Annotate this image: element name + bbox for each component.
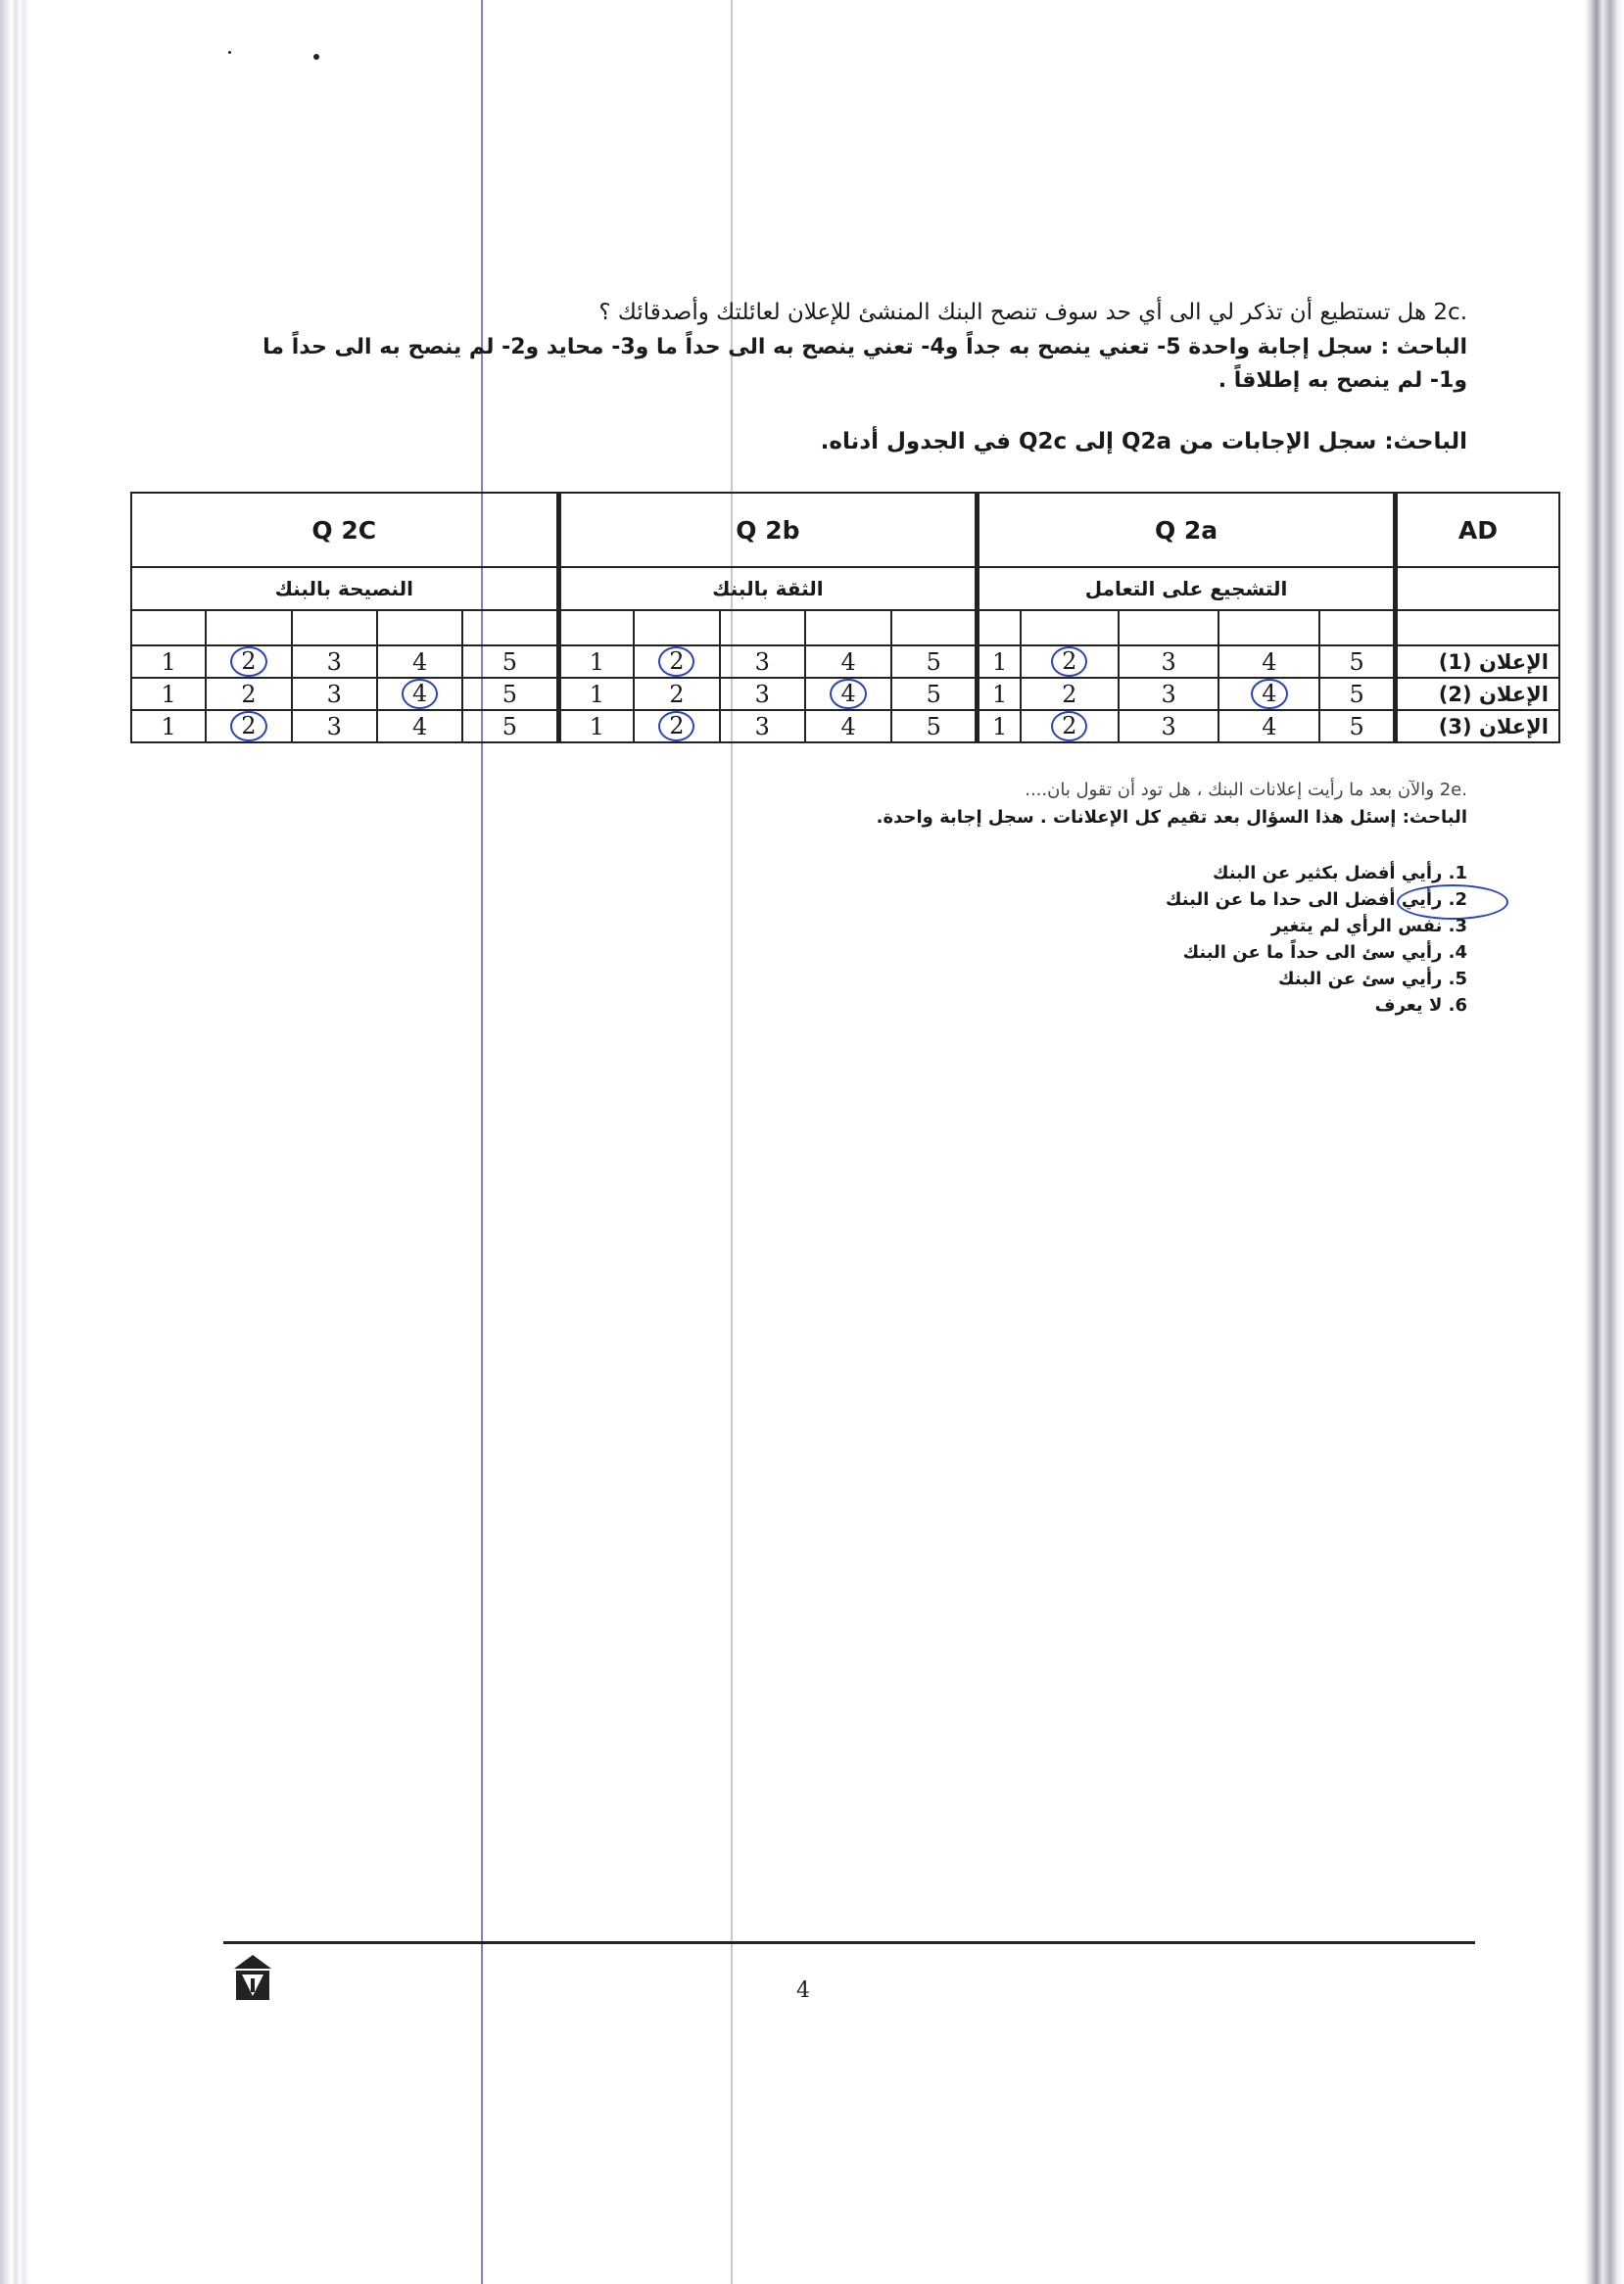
table-row [131,645,1559,678]
circled-answer: 2 [1051,711,1087,741]
scale-cell[interactable]: 3 [1119,678,1219,710]
scale-cell[interactable]: 3 [720,678,805,710]
scale-cell[interactable]: 1 [131,678,206,710]
ad-row-label: الإعلان (2) [1395,678,1559,710]
scale-cell[interactable]: 3 [292,710,377,742]
blank-cell [634,610,719,645]
answer-option[interactable]: 1. رأيي أفضل بكثير عن البنك [1213,863,1467,883]
blank-cell [462,610,558,645]
scale-cell[interactable]: 5 [462,678,558,710]
scale-cell[interactable]: 3 [292,645,377,678]
scale-cell[interactable]: 3 [720,645,805,678]
scale-cell[interactable]: 1 [131,645,206,678]
group-code-q2a: Q 2a [978,493,1396,567]
question-2e-title: .2e والآن بعد ما رأيت إعلانات البنك ، هل تود أن تقول بان.... [1025,780,1467,800]
blank-cell [1395,610,1559,645]
scale-cell[interactable]: 5 [1319,678,1395,710]
question-2e-instruction: الباحث: إسئل هذا السؤال بعد تقيم كل الإعلانات . سجل إجابة واحدة. [876,807,1467,828]
scale-cell[interactable]: 2 [1021,678,1119,710]
blank-cell [891,610,977,645]
ad-header: AD [1395,493,1559,567]
blank-cell [292,610,377,645]
scale-cell[interactable]: 2 [634,678,719,710]
scale-cell[interactable]: 1 [131,710,206,742]
scale-cell[interactable]: 4 [1218,645,1319,678]
scale-cell[interactable]: 5 [462,710,558,742]
ad-subheader-empty [1395,567,1559,610]
scale-cell[interactable]: 4 [805,710,891,742]
scale-cell[interactable]: 5 [1319,710,1395,742]
scale-cell[interactable]: 5 [891,678,977,710]
scale-cell[interactable]: 1 [978,678,1021,710]
scale-cell[interactable] [1021,645,1119,678]
scale-cell[interactable]: 5 [462,645,558,678]
group-label-q2c: النصيحة بالبنك [131,567,558,610]
scale-cell[interactable] [206,710,291,742]
circled-answer: 4 [1251,679,1287,709]
scale-cell[interactable]: 4 [377,710,462,742]
blank-cell [206,610,291,645]
circled-answer: 4 [402,679,438,709]
scale-cell[interactable] [1218,678,1319,710]
circled-answer: 2 [658,646,694,677]
scale-cell[interactable] [1021,710,1119,742]
answer-option[interactable]: 4. رأيي سئ الى حداً ما عن البنك [1182,942,1467,963]
scale-cell[interactable] [377,678,462,710]
group-label-q2b: الثقة بالبنك [558,567,978,610]
response-table [130,492,1560,743]
blank-cell [1319,610,1395,645]
circled-answer: 4 [830,679,866,709]
blank-cell [720,610,805,645]
blank-cell [1119,610,1219,645]
table-instruction: الباحث: سجل الإجابات من Q2a إلى Q2c في الجدول أدناه. [820,429,1467,454]
answer-option-selected[interactable] [880,886,1467,913]
scale-cell[interactable]: 4 [377,645,462,678]
scale-cell[interactable]: 3 [720,710,805,742]
blank-cell [978,610,1021,645]
answer-option[interactable]: 3. نفس الرأي لم يتغير [1270,916,1467,936]
scale-cell[interactable]: 3 [1119,710,1219,742]
scale-cell[interactable]: 1 [558,678,634,710]
circled-answer: 2 [1051,646,1087,677]
company-logo-icon [232,1953,273,2002]
answer-option-label: 2. رأيي أفضل الى حدا ما عن البنك [1166,889,1467,910]
scan-right-edge [1585,0,1624,2284]
answer-options [880,860,1467,1019]
page-number: 4 [796,1978,810,2003]
blank-cell [131,610,206,645]
footer-divider [223,1941,1475,1944]
table-row [131,678,1559,710]
scan-left-edge [0,0,29,2284]
scale-cell[interactable] [634,645,719,678]
blank-cell [558,610,634,645]
scale-cell[interactable]: 1 [558,645,634,678]
scale-cell[interactable] [206,645,291,678]
scale-cell[interactable]: 1 [978,645,1021,678]
scan-speck [228,51,231,54]
scale-cell[interactable]: 3 [292,678,377,710]
scale-cell[interactable]: 4 [1218,710,1319,742]
question-2c-instruction: الباحث : سجل إجابة واحدة 5- تعني ينصح به جداً و4- تعني ينصح به الى حداً ما و3- محايد و2- لم ينصح به الى حداً ما و1- لم ينصح به إطلاقاً . [263,335,1467,393]
blank-cell [1218,610,1319,645]
scale-cell[interactable]: 1 [978,710,1021,742]
group-label-q2a: التشجيع على التعامل [978,567,1396,610]
question-2c-title: .2c هل تستطيع أن تذكر لي الى أي حد سوف تنصح البنك المنشئ للإعلان لعائلتك وأصدقائك ؟ [598,300,1467,325]
blank-cell [1021,610,1119,645]
scale-cell[interactable]: 5 [891,645,977,678]
scale-cell[interactable]: 5 [1319,645,1395,678]
scale-cell[interactable]: 1 [558,710,634,742]
scale-cell[interactable] [634,710,719,742]
scale-cell[interactable]: 2 [206,678,291,710]
circled-answer: 2 [658,711,694,741]
group-code-q2b: Q 2b [558,493,978,567]
group-code-q2c: Q 2C [131,493,558,567]
circled-answer: 2 [230,711,266,741]
blank-cell [377,610,462,645]
answer-option[interactable]: 5. رأيي سئ عن البنك [1277,969,1467,989]
scale-cell[interactable]: 5 [891,710,977,742]
answer-option[interactable]: 6. لا يعرف [1374,995,1467,1016]
scan-speck [313,54,319,60]
table-row [131,710,1559,742]
scale-cell[interactable]: 4 [805,645,891,678]
scale-cell[interactable] [805,678,891,710]
scale-cell[interactable]: 3 [1119,645,1219,678]
ad-row-label: الإعلان (3) [1395,710,1559,742]
ad-row-label: الإعلان (1) [1395,645,1559,678]
circled-answer: 2 [230,646,266,677]
blank-cell [805,610,891,645]
